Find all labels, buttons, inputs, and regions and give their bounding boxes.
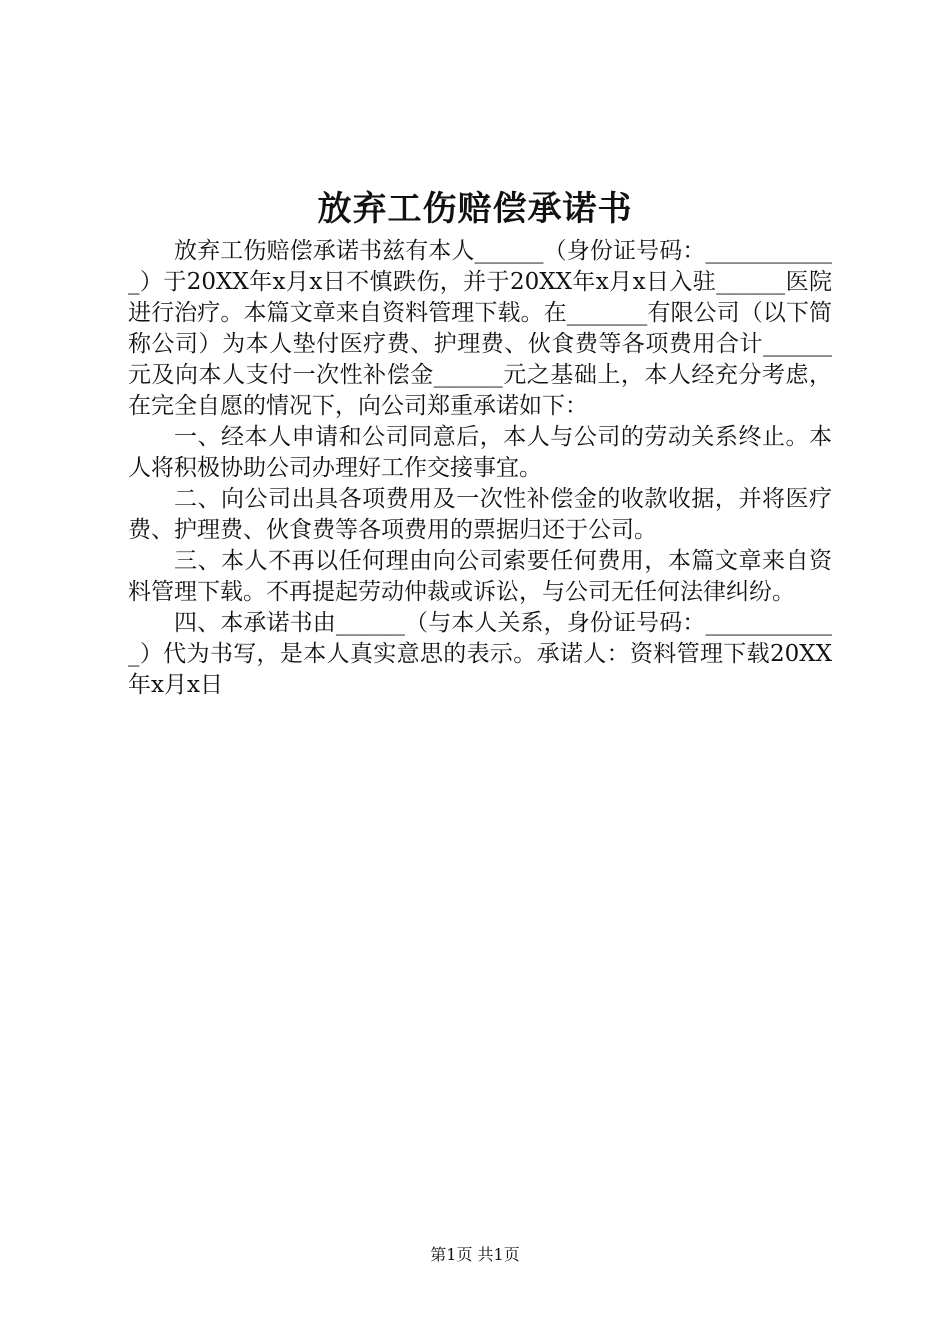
clause-3-paragraph: 三、本人不再以任何理由向公司索要任何费用，本篇文章来自资料管理下载。不再提起劳动仲裁或诉讼，与公司无任何法律纠纷。 [128, 548, 832, 605]
intro-paragraph: 放弃工伤赔偿承诺书兹有本人______（身份证号码：____________）于20XX年x月x日不慎跌伤，并于20XX年x月x日入驻______医院进行治疗。本篇文章来自资料管理下载。在_______有限公司（以下简称公司）为本人垫付医疗费、护理费、伙食费等各项费用合计______元及向本人支付一次性补偿金______元之基础上，本人经充分考虑，在完全自愿的情况下，向公司郑重承诺如下： [128, 238, 832, 419]
document-body [128, 236, 832, 701]
clause-4-paragraph: 四、本承诺书由______（与本人关系，身份证号码：____________）代为书写，是本人真实意思的表示。承诺人：资料管理下载20XX年x月x日 [128, 610, 832, 698]
clause-1-paragraph: 一、经本人申请和公司同意后，本人与公司的劳动关系终止。本人将积极协助公司办理好工作交接事宜。 [128, 424, 832, 481]
document-title: 放弃工伤赔偿承诺书 [317, 189, 633, 229]
clause-2-paragraph: 二、向公司出具各项费用及一次性补偿金的收款收据，并将医疗费、护理费、伙食费等各项费用的票据归还于公司。 [128, 486, 832, 543]
page-number-footer: 第1页 共1页 [430, 1245, 520, 1264]
